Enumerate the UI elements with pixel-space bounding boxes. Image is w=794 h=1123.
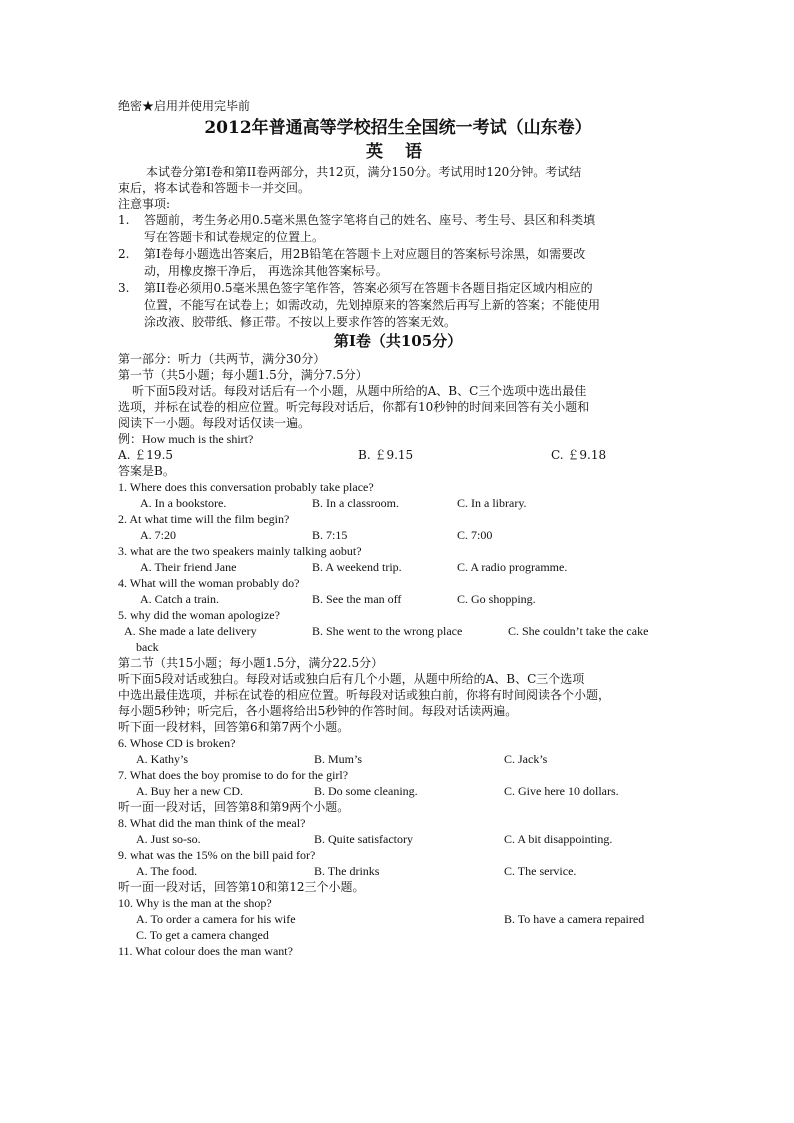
- question-3-options: [118, 559, 678, 575]
- instruction-line: 听下面5段对话或独白。每段对话或独白后有几个小题，从题中所给的A、B、C三个选项: [118, 672, 585, 686]
- option-c: C. 7:00: [457, 528, 493, 542]
- exam-page: [118, 98, 678, 959]
- option-b: B. Do some cleaning.: [314, 784, 418, 798]
- question-9-options: [118, 863, 678, 879]
- option-c: C. A bit disappointing.: [504, 832, 613, 846]
- question-7: 7. What does the boy promise to do for the girl?: [118, 768, 349, 782]
- question-11: 11. What colour does the man want?: [118, 944, 293, 958]
- material-lead: 听一面一段对话，回答第8和第9两个小题。: [118, 800, 350, 814]
- volume-title: 第I卷（共105分）: [333, 332, 463, 350]
- option-b: B. 7:15: [312, 528, 348, 542]
- option-a: A. Just so-so.: [136, 832, 201, 846]
- note-line: 位置，不能写在试卷上；如需改动，先划掉原来的答案然后再写上新的答案；不能使用: [144, 298, 601, 312]
- question-3: 3. what are the two speakers mainly talking aobut?: [118, 544, 362, 558]
- option-b: B. Mum’s: [314, 752, 363, 766]
- option-c: C. The service.: [504, 864, 577, 878]
- note-1: [118, 212, 678, 246]
- option-c: C. Go shopping.: [457, 592, 536, 606]
- note-text: [144, 246, 678, 280]
- option-a: A. ￡19.5: [118, 448, 174, 462]
- option-a: A. In a bookstore.: [140, 496, 227, 510]
- option-b: B. She went to the wrong place: [312, 624, 463, 638]
- option-c: C. In a library.: [457, 496, 527, 510]
- note-2: [118, 246, 678, 280]
- intro-line-2: 束后，将本试卷和答题卡一并交回。: [118, 181, 311, 195]
- option-c: C. Jack’s: [504, 752, 548, 766]
- note-line: 写在答题卡和试卷规定的位置上。: [144, 230, 325, 244]
- notes-title: 注意事项:: [118, 197, 171, 211]
- note-line: 涂改液、胶带纸、修正带。不按以上要求作答的答案无效。: [144, 315, 457, 329]
- option-c: C. ￡9.18: [551, 448, 607, 462]
- note-line: 答题前，考生务必用0.5毫米黑色签字笔将自己的姓名、座号、考生号、县区和科类填: [144, 213, 596, 227]
- instruction-line: 每小题5秒钟；听完后，各小题将给出5秒钟的作答时间。每段对话读两遍。: [118, 704, 518, 718]
- option-a: A. Buy her a new CD.: [136, 784, 243, 798]
- section-title: 第二节（共15小题；每小题1.5分，满分22.5分）: [118, 656, 384, 670]
- option-a: A. The food.: [136, 864, 198, 878]
- option-a: A. Catch a train.: [140, 592, 219, 606]
- option-c-continued: back: [136, 640, 159, 654]
- note-3: [118, 280, 678, 331]
- section-title: 第一节（共5小题；每小题1.5分，满分7.5分）: [118, 368, 368, 382]
- part-title: 第一部分：听力（共两节，满分30分）: [118, 352, 326, 366]
- note-number: 3.: [118, 281, 130, 295]
- option-b: B. To have a camera repaired: [504, 912, 645, 926]
- example-question: 例：How much is the shirt?: [118, 432, 254, 446]
- question-1-options: [118, 495, 678, 511]
- note-number: 2.: [118, 247, 130, 261]
- question-9: 9. what was the 15% on the bill paid for?: [118, 848, 316, 862]
- option-a: A. Kathy’s: [136, 752, 188, 766]
- question-10-options: [118, 911, 678, 927]
- note-line: 第I卷每小题选出答案后，用2B铅笔在答题卡上对应题目的答案标号涂黑，如需要改: [144, 247, 586, 261]
- option-c: C. A radio programme.: [457, 560, 568, 574]
- instruction-line: 听下面5段对话。每段对话后有一个小题，从题中所给的A、B、C三个选项中选出最佳: [132, 384, 587, 398]
- option-b: B. See the man off: [312, 592, 402, 606]
- instruction-line: 选项，并标在试卷的相应位置。听完每段对话后，你都有10秒钟的时间来回答有关小题和: [118, 400, 590, 414]
- option-a: A. She made a late delivery: [124, 624, 257, 638]
- option-c: C. She couldn’t take the cake: [508, 624, 649, 638]
- instruction-line: 中选出最佳选项，并标在试卷的相应位置。听每段对话或独白前，你将有时间阅读各个小题，: [118, 688, 611, 702]
- option-a: A. 7:20: [140, 528, 176, 542]
- question-7-options: [118, 783, 678, 799]
- instruction-line: 阅读下一小题。每段对话仅读一遍。: [118, 416, 311, 430]
- note-line: 第II卷必须用0.5毫米黑色签字笔作答，答案必须写在答题卡各题目指定区域内相应的: [144, 281, 593, 295]
- question-4: 4. What will the woman probably do?: [118, 576, 300, 590]
- note-text: [144, 280, 678, 331]
- option-c: C. To get a camera changed: [136, 928, 269, 942]
- question-4-options: [118, 591, 678, 607]
- question-2: 2. At what time will the film begin?: [118, 512, 290, 526]
- note-line: 动，用橡皮擦干净后， 再选涂其他答案标号。: [144, 264, 388, 278]
- material-lead: 听下面一段材料，回答第6和第7两个小题。: [118, 720, 350, 734]
- confidential-label: 绝密★启用并使用完毕前: [118, 99, 251, 113]
- question-5-options: [118, 623, 678, 639]
- option-b: B. In a classroom.: [312, 496, 399, 510]
- material-lead: 听一面一段对话，回答第10和第12三个小题。: [118, 880, 365, 894]
- option-b: B. A weekend trip.: [312, 560, 402, 574]
- option-c: C. Give here 10 dollars.: [504, 784, 619, 798]
- option-b: B. Quite satisfactory: [314, 832, 413, 846]
- question-5: 5. why did the woman apologize?: [118, 608, 280, 622]
- option-a: A. To order a camera for his wife: [136, 912, 296, 926]
- example-options: [118, 447, 678, 463]
- option-a: A. Their friend Jane: [140, 560, 237, 574]
- option-b: B. The drinks: [314, 864, 380, 878]
- example-answer: 答案是B。: [118, 464, 175, 478]
- exam-title: 2012年普通高等学校招生全国统一考试（山东卷）: [204, 118, 592, 138]
- question-2-options: [118, 527, 678, 543]
- subject-title: 英 语: [366, 142, 430, 162]
- question-8: 8. What did the man think of the meal?: [118, 816, 306, 830]
- question-1: 1. Where does this conversation probably take place?: [118, 480, 374, 494]
- intro-line-1: 本试卷分第I卷和第II卷两部分，共12页，满分150分。考试用时120分钟。考试结: [146, 165, 582, 179]
- question-8-options: [118, 831, 678, 847]
- note-text: [144, 212, 678, 246]
- question-10: 10. Why is the man at the shop?: [118, 896, 272, 910]
- question-6-options: [118, 751, 678, 767]
- note-number: 1.: [118, 213, 130, 227]
- option-b: B. ￡9.15: [358, 448, 414, 462]
- question-6: 6. Whose CD is broken?: [118, 736, 236, 750]
